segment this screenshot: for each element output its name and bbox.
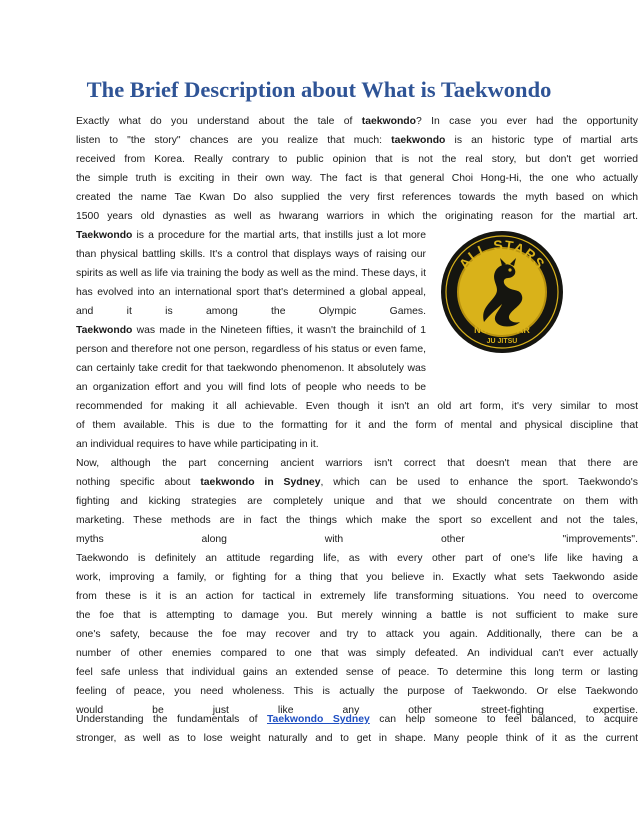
text-line	[76, 454, 638, 473]
text-run: Exactly what do you understand about the tale of	[76, 116, 362, 127]
text-run: the simple truth is exciting in their own way. The fact is that general Choi Hong-Hi, the one who actually	[76, 173, 638, 184]
text-line	[76, 131, 638, 150]
text-run: spirits as well as life via training the body as well as the mind. These days, it	[76, 268, 426, 279]
text-run: an individual requires to have while participating in it.	[76, 439, 319, 450]
text-run: would be just like any other street-fighting expertise.	[76, 705, 638, 716]
text-run: created the name Tae Kwan Do also supplied the very first references towards the myth based on which	[76, 192, 638, 203]
text-line	[76, 416, 638, 435]
taekwondo-sydney-link[interactable]: Taekwondo Sydney	[266, 714, 370, 725]
logo-bottom-text-2: JU JITSU	[486, 338, 518, 345]
text-line	[76, 226, 426, 245]
text-line	[76, 729, 638, 748]
text-run: person and therefore not one person, regardless of his status or even fame,	[76, 344, 426, 355]
text-line	[76, 397, 638, 416]
text-run: Taekwondo is definitely an attitude regarding life, as with every other part of one's life like having a	[76, 553, 638, 564]
text-line	[76, 264, 426, 283]
text-run: than physical battling skills. It's a control that displays ways of raising our	[76, 249, 426, 260]
text-line	[76, 549, 638, 568]
bold-keyword: taekwondo	[361, 116, 417, 127]
page-title: The Brief Description about What is Taekwondo	[86, 77, 552, 102]
text-line	[76, 435, 638, 454]
text-line	[76, 302, 426, 321]
text-line	[76, 169, 638, 188]
text-run: from these is it is an action for tactical in extremely life transforming situations. You need to overcome	[76, 591, 638, 602]
text-run: feeling of peace, you need wholeness. This is actually the purpose of Taekwondo. Or else Taekwondo	[76, 686, 638, 697]
paragraph-2	[76, 226, 426, 321]
text-run: is an historic type of martial arts	[445, 135, 638, 146]
text-line	[76, 283, 426, 302]
text-line	[76, 606, 638, 625]
text-run: stronger, as well as to lose weight naturally and to get in shape. Many people think of it as the current	[76, 733, 638, 744]
text-line	[76, 492, 638, 511]
text-run: Now, although the part concerning ancient warriors isn't correct that doesn't mean that there are	[76, 458, 638, 469]
text-line	[76, 530, 638, 549]
text-line	[76, 207, 638, 226]
text-line	[76, 378, 426, 397]
text-run: feel safe unless that individual gains an extended sense of peace. To determine this long term or lasting	[76, 667, 638, 678]
text-run: and it is among the Olympic Games.	[76, 306, 426, 317]
text-run: nothing specific about	[76, 477, 201, 488]
text-run: recommended for making it all achievable. Even though it isn't an old art form, it's very similar to most	[76, 401, 638, 412]
paragraph-5	[76, 549, 638, 720]
text-run: an organization effort and you will find lots of people who needs to be	[76, 382, 426, 393]
text-run: number of other enemies compared to one that was simply defeated. An individual can't ever actually	[76, 648, 638, 659]
text-run: , which can be used to enhance the sport. Taekwondo's	[320, 477, 638, 488]
paragraph-4	[76, 454, 638, 549]
text-line	[76, 587, 638, 606]
text-line	[76, 473, 638, 492]
text-line	[76, 112, 638, 131]
bold-keyword: taekwondo	[391, 135, 446, 146]
bold-keyword: Taekwondo	[76, 325, 133, 336]
text-line	[76, 644, 638, 663]
text-line	[76, 663, 638, 682]
text-run: 1500 years old dynasties as well as hwarang warriors in which the originating reason for the martial art.	[76, 211, 638, 222]
text-line	[76, 511, 638, 530]
text-line	[76, 710, 638, 729]
text-run: work, improving a family, or fighting for a thing that you believe in. Exactly what sets Taekwondo aside	[76, 572, 638, 583]
text-run: was made in the Nineteen fifties, it wasn't the brainchild of 1	[132, 325, 426, 336]
text-run: has evolved into an international sport that's determined a global appeal,	[76, 287, 426, 298]
text-run: of them available. This is due to the formatting for it and the form of mental and physical discipline that	[76, 420, 638, 431]
all-stars-northstar-jujitsu-logo	[440, 230, 564, 354]
text-run: one's safety, because the foe may recover and try to attack you again. Additionally, there can be a	[76, 629, 638, 640]
text-line	[76, 188, 638, 207]
text-run: the foe that is attempting to damage you. But merely winning a battle is not sufficient to make sure	[76, 610, 638, 621]
bold-keyword: Taekwondo	[76, 230, 133, 241]
text-line	[76, 245, 426, 264]
text-run: received from Korea. Really contrary to public opinion that is not the real story, but don't get worried	[76, 154, 638, 165]
logo-top-text: ALL STARS	[455, 236, 549, 273]
text-line	[76, 150, 638, 169]
text-line	[76, 321, 426, 340]
paragraph-1	[76, 112, 638, 226]
text-run: myths along with other "improvements".	[76, 534, 638, 545]
text-run: is a procedure for the martial arts, that instills just a lot more	[132, 230, 426, 241]
text-run: fighting and kicking strategies are completely unique and that we should concentrate on them with	[76, 496, 638, 507]
text-line	[76, 568, 638, 587]
text-run: can help someone to feel balanced, to acquire	[369, 714, 638, 725]
logo-bottom-text-1: NORTHSTAR	[474, 325, 530, 335]
text-line	[76, 625, 638, 644]
text-run: Understanding the fundamentals of	[76, 714, 267, 725]
text-line	[76, 682, 638, 701]
text-run: can certainly take credit for that taekwondo phenomenon. It absolutely was	[76, 363, 426, 374]
text-run: marketing. These methods are in fact the things which make the sport so excellent and not the tales,	[76, 515, 638, 526]
text-run: ? In case you ever had the opportunity	[416, 116, 638, 127]
paragraph-6	[76, 710, 638, 748]
text-run: listen to "the story" chances are you realize that much:	[76, 135, 392, 146]
text-line	[76, 340, 426, 359]
bold-keyword: taekwondo in Sydney	[200, 477, 321, 488]
text-line	[76, 359, 426, 378]
